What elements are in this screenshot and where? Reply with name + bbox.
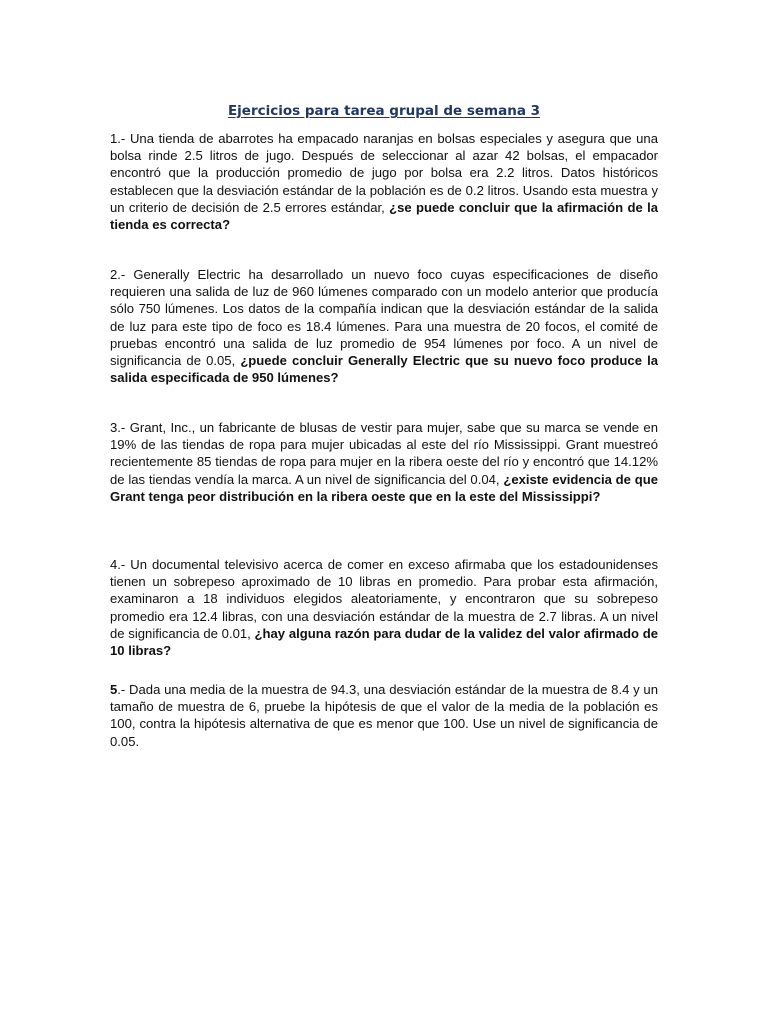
- exercise-text: .- Generally Electric ha desarrollado un nuevo foco cuyas especificaciones de diseño requieren una salida de luz de 960 lúmenes comparado con un modelo anterior que producía sólo 750 lúmenes. Los datos de la compañía indican que la desviación estándar de la salida de luz para este tipo de foco es 18.4 lúmenes. Para una muestra de 20 focos, el comité de pruebas encontró una salida de luz promedio de 954 lúmenes por foco. A un nivel de significancia de 0.05,: [110, 267, 658, 369]
- document-title: Ejercicios para tarea grupal de semana 3: [227, 103, 541, 119]
- exercise-number: 4: [110, 557, 118, 572]
- exercise-2: [110, 266, 658, 386]
- exercise-number: 3: [110, 420, 118, 435]
- exercise-1: [110, 130, 658, 233]
- exercise-text: .- Grant, Inc., un fabricante de blusas de vestir para mujer, sabe que su marca se vende en 19% de las tiendas de ropa para mujer ubicadas al este del río Mississippi. Grant muestreó recientemente 85 tiendas de ropa para mujer en la ribera oeste del río y encontró que 14.12% de las tiendas vendía la marca. A un nivel de significancia del 0.04,: [110, 420, 658, 487]
- exercise-question: ¿puede concluir Generally Electric que su nuevo foco produce la salida especificada de 950 lúmenes?: [110, 353, 658, 386]
- exercise-4: [110, 556, 658, 659]
- exercise-text: .- Dada una media de la muestra de 94.3, una desviación estándar de la muestra de 8.4 y un tamaño de muestra de 6, pruebe la hipótesis de que el valor de la media de la población es 100, contra la hipótesis alternativa de que es menor que 100. Use un nivel de significancia de 0.05.: [110, 682, 658, 749]
- exercise-number: 1: [110, 131, 118, 146]
- exercise-3: [110, 419, 658, 505]
- exercise-text: .- Una tienda de abarrotes ha empacado naranjas en bolsas especiales y asegura que una bolsa rinde 2.5 litros de jugo. Después de seleccionar al azar 42 bolsas, el empacador encontró que la producción promedio de jugo por bolsa era 2.2 litros. Datos históricos establecen que la desviación estándar de la población es de 0.2 litros. Usando esta muestra y un criterio de decisión de 2.5 errores estándar,: [110, 131, 658, 215]
- exercise-number: 2: [110, 267, 118, 282]
- exercise-question: ¿hay alguna razón para dudar de la validez del valor afirmado de 10 libras?: [110, 625, 658, 659]
- exercise-number: 5: [110, 682, 118, 697]
- exercise-5: [110, 681, 658, 750]
- exercise-text: .- Un documental televisivo acerca de comer en exceso afirmaba que los estadounidenses tienen un sobrepeso aproximado de 10 libras en promedio. Para probar esta afirmación, examinaron a 18 individuos elegidos aleatoriamente, y encontraron que su sobrepeso promedio era 12.4 libras, con una desviación estándar de la muestra de 2.7 libras. A un nivel de significancia de 0.01,: [110, 557, 658, 641]
- exercise-question: ¿se puede concluir que la afirmación de la tienda es correcta?: [110, 199, 658, 233]
- exercise-question: ¿existe evidencia de que Grant tenga peor distribución en la ribera oeste que en la este del Mississippi?: [110, 471, 659, 504]
